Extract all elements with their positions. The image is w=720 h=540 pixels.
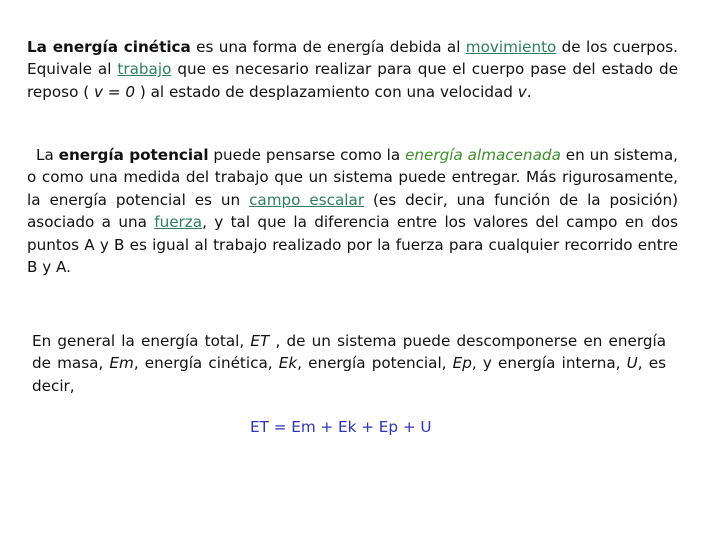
paragraph-text: puede pensarse como la	[208, 146, 406, 164]
fuerza-link[interactable]: fuerza	[154, 213, 203, 232]
trabajo-link[interactable]: trabajo	[117, 60, 172, 79]
paragraph-text: es una forma de energía debida al	[190, 38, 466, 56]
paragraph-text: de los cuerpos. Equivale al	[27, 38, 678, 79]
energy-formula: ET = Em + Ek + Ep + U	[250, 418, 432, 436]
paragraph-text: .	[526, 82, 532, 101]
paragraph-text: , energía cinética,	[133, 354, 279, 373]
velocity-symbol: v	[517, 82, 527, 101]
paragraph-text: en un sistema, o como una medida del trabajo que un sistema puede entregar. Más rigurosamente, la energía potencial es un	[27, 146, 678, 209]
campo-escalar-link[interactable]: campo escalar	[249, 190, 365, 209]
potential-energy-symbol: Ep	[452, 354, 472, 373]
paragraph-text: (es decir, una función de la posición) asociado a una	[27, 190, 678, 232]
kinetic-energy-paragraph	[27, 36, 678, 103]
paragraph-text: La	[36, 146, 59, 164]
rest-velocity-expression: v = 0	[93, 82, 136, 101]
paragraph-text: ) al estado de desplazamiento con una velocidad	[135, 82, 518, 101]
paragraph-text: , energía potencial,	[297, 354, 453, 373]
total-energy-symbol: ET	[250, 332, 270, 350]
mass-energy-symbol: Em	[109, 354, 134, 373]
kinetic-energy-term: La energía cinética	[27, 38, 191, 56]
paragraph-text: , y energía interna,	[471, 354, 627, 373]
paragraph-text: En general la energía total,	[32, 332, 251, 350]
movimiento-link[interactable]: movimiento	[465, 38, 557, 56]
potential-energy-paragraph	[27, 144, 678, 278]
paragraph-text: que es necesario realizar para que el cuerpo pase del estado de reposo (	[27, 60, 678, 101]
stored-energy-emphasis: energía almacenada	[405, 146, 561, 164]
paragraph-text: , y tal que la diferencia entre los valores del campo en dos puntos A y B es igual al trabajo realizado por la fuerza para cualquier recorrido entre B y A.	[27, 213, 678, 277]
potential-energy-term: energía potencial	[58, 146, 209, 164]
paragraph-text: , de un sistema puede descomponerse en energía de masa,	[32, 332, 667, 373]
total-energy-paragraph	[32, 330, 666, 397]
paragraph-text: , es decir,	[32, 354, 666, 395]
kinetic-energy-symbol: Ek	[278, 354, 298, 373]
internal-energy-symbol: U	[626, 354, 638, 373]
